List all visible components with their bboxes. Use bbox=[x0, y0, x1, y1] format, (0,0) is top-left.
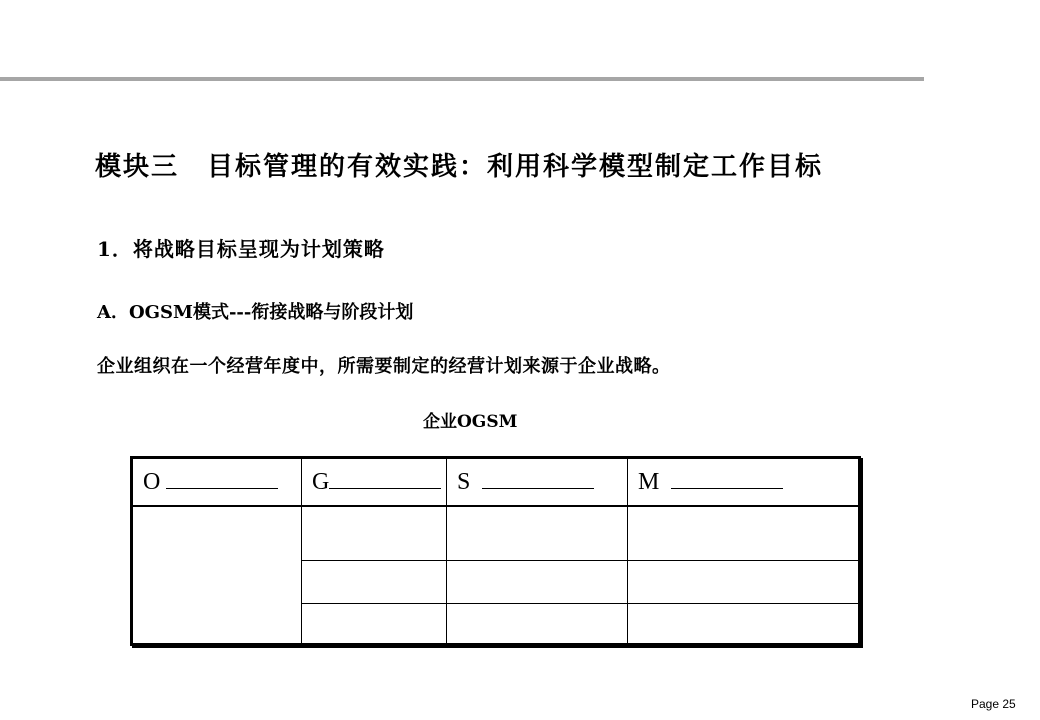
header-cell-goals bbox=[302, 458, 447, 507]
table-cell bbox=[447, 506, 628, 560]
header-label-g: G bbox=[312, 468, 330, 495]
table-caption: 企业OGSM bbox=[423, 412, 518, 432]
table-cell bbox=[447, 603, 628, 644]
fill-in-blank bbox=[671, 472, 783, 489]
table-cell bbox=[447, 560, 628, 603]
body-paragraph: 企业组织在一个经营年度中，所需要制定的经营计划来源于企业战略。 bbox=[97, 356, 671, 377]
table-cell bbox=[302, 603, 447, 644]
fill-in-blank bbox=[166, 472, 278, 489]
header-label-o: O bbox=[143, 468, 161, 495]
table-cell bbox=[628, 560, 860, 603]
table-cell bbox=[628, 603, 860, 644]
table-row bbox=[132, 506, 860, 560]
table-header-row bbox=[132, 458, 860, 507]
slide-title: 模块三 目标管理的有效实践：利用科学模型制定工作目标 bbox=[95, 152, 824, 182]
fill-in-blank bbox=[329, 472, 441, 489]
table-cell bbox=[628, 506, 860, 560]
ogsm-table bbox=[130, 456, 861, 646]
header-cell-objective bbox=[132, 458, 302, 507]
section-heading: 1．将战略目标呈现为计划策略 bbox=[97, 237, 385, 261]
subsection-heading: A．OGSM模式---衔接战略与阶段计划 bbox=[97, 302, 414, 323]
fill-in-blank bbox=[482, 472, 594, 489]
objective-cell bbox=[132, 506, 302, 644]
header-label-s: S bbox=[457, 468, 471, 495]
header-label-m: M bbox=[638, 468, 660, 495]
top-divider bbox=[0, 77, 924, 81]
header-cell-strategies bbox=[447, 458, 628, 507]
page-number: Page 25 bbox=[971, 697, 1016, 711]
header-cell-measures bbox=[628, 458, 860, 507]
table-cell bbox=[302, 506, 447, 560]
table-cell bbox=[302, 560, 447, 603]
